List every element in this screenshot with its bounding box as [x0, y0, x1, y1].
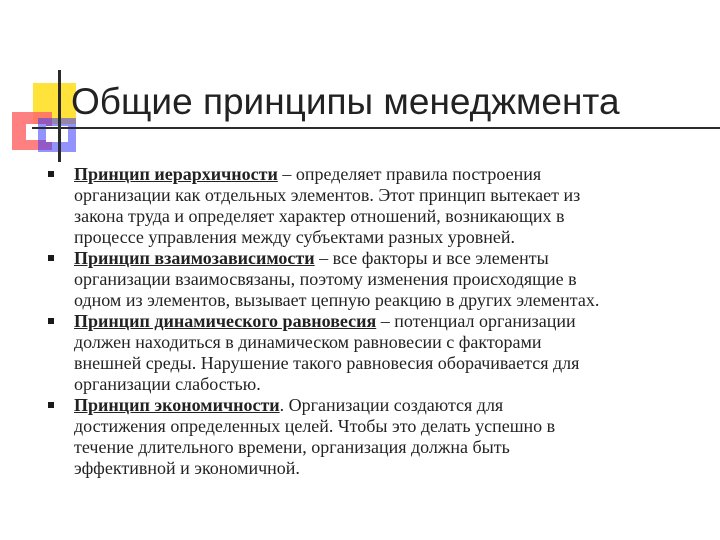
principle-text: . Организации создаются для [279, 395, 504, 415]
principle-item-hierarchy [44, 164, 720, 248]
title-underline [32, 127, 720, 129]
bullet-icon [48, 402, 54, 408]
principle-text: внешней среды. Нарушение такого равновесия оборачивается для [74, 353, 580, 373]
principle-text: одном из элементов, вызывает цепную реакцию в других элементах. [74, 290, 600, 310]
principle-text: организации взаимосвязаны, поэтому изменения происходящие в [74, 269, 577, 289]
principle-item-dynamic-equilibrium [44, 311, 720, 395]
principle-text: организации слабостью. [74, 374, 261, 394]
principle-term: Принцип взаимозависимости [74, 248, 315, 268]
principle-term: Принцип экономичности [74, 395, 280, 415]
principle-item-interdependence [44, 248, 720, 311]
decor-vertical-line [58, 70, 61, 162]
principles-list [44, 164, 720, 479]
slide-title: Общие принципы менеджмента [71, 81, 620, 122]
principle-first-line [74, 311, 720, 332]
principle-term: Принцип иерархичности [74, 164, 278, 184]
principle-text: – определяет правила построения [277, 164, 542, 184]
principle-text: должен находиться в динамическом равновесии с факторами [74, 332, 542, 352]
principle-text: организации как отдельных элементов. Этот принцип вытекает из [74, 185, 581, 205]
principle-text: процессе управления между субъектами разных уровней. [74, 227, 515, 247]
principle-text: закона труда и определяет характер отношений, возникающих в [74, 206, 565, 226]
principle-text: достижения определенных целей. Чтобы это делать успешно в [74, 416, 556, 436]
principle-text: – потенциал организации [376, 311, 576, 331]
principle-text: течение длительного времени, организация должна быть [74, 437, 510, 457]
bullet-icon [48, 318, 54, 324]
principle-text: эффективной и экономичной. [74, 458, 300, 478]
principle-term: Принцип динамического равновесия [74, 311, 377, 331]
bullet-icon [48, 255, 54, 261]
principle-item-economy [44, 395, 720, 479]
principle-text: – все факторы и все элементы [314, 248, 549, 268]
bullet-icon [48, 171, 54, 177]
principle-first-line [74, 164, 720, 185]
principle-first-line [74, 248, 720, 269]
principle-first-line [74, 395, 720, 416]
